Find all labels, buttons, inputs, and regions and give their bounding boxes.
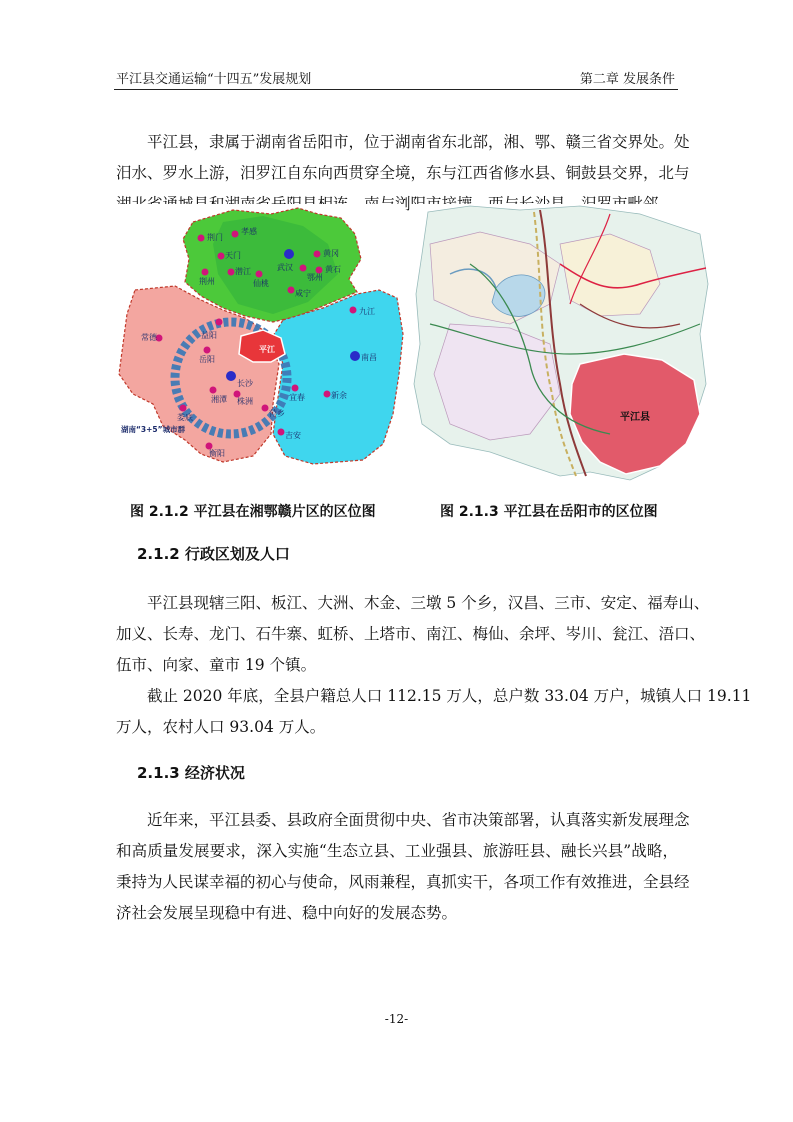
paragraph-line: 加义、长寿、龙门、石牛寨、虹桥、上塔市、南江、梅仙、余坪、岑川、瓮江、浯口、 xyxy=(116,625,706,643)
label-xiangtan: 湘潭 xyxy=(211,395,227,404)
paragraph-line: 平江县现辖三阳、板江、大洲、木金、三墩 5 个乡，汉昌、三市、安定、福寿山、 xyxy=(147,594,710,612)
paragraph-line: 秉持为人民谋幸福的初心与使命，风雨兼程，真抓实干，各项工作有效推进，全县经 xyxy=(116,873,690,891)
city-dot xyxy=(210,387,217,394)
city-dot xyxy=(180,405,187,412)
population-paragraph xyxy=(116,681,752,743)
city-dot xyxy=(324,391,331,398)
label-jingmen: 荆门 xyxy=(207,233,223,242)
intro-line: 汨水、罗水上游，汨罗江自东向西贯穿全境，东与江西省修水县、铜鼓县交界，北与 xyxy=(116,164,690,182)
city-dot xyxy=(228,269,235,276)
label-xiantao: 仙桃 xyxy=(253,279,269,288)
label-jiujiang: 九江 xyxy=(359,307,375,316)
city-dot xyxy=(198,235,205,242)
label-xianning: 咸宁 xyxy=(295,289,311,298)
city-dot xyxy=(218,253,225,260)
paragraph-line: 万人，农村人口 93.04 万人。 xyxy=(116,718,326,736)
label-xiaogan: 孝感 xyxy=(241,227,257,236)
paragraph-line: 和高质量发展要求，深入实施“生态立县、工业强县、旅游旺县、融长兴县”战略， xyxy=(116,842,678,860)
figure-caption-right: 图 2.1.3 平江县在岳阳市的区位图 xyxy=(440,504,658,520)
header-chapter-title: 第二章 发展条件 xyxy=(579,72,675,87)
paragraph-line: 近年来，平江县委、县政府全面贯彻中央、省市决策部署，认真落实新发展理念 xyxy=(147,811,690,829)
label-hengyang: 衡阳 xyxy=(209,449,225,458)
economy-paragraph xyxy=(116,805,690,929)
label-jian: 吉安 xyxy=(285,431,301,440)
intro-line: 平江县，隶属于湖南省岳阳市，位于湖南省东北部，湘、鄂、赣三省交界处。处 xyxy=(147,133,690,151)
label-ezhou: 鄂州 xyxy=(307,273,323,282)
page-number: -12- xyxy=(384,1012,409,1026)
admin-division-paragraph xyxy=(116,588,710,681)
label-zhuzhou: 株洲 xyxy=(237,397,253,406)
city-dot xyxy=(300,265,307,272)
label-wuhan: 武汉 xyxy=(277,263,293,272)
label-yueyang: 岳阳 xyxy=(199,355,215,364)
city-dot xyxy=(262,405,269,412)
city-dot xyxy=(232,231,239,238)
city-dot xyxy=(288,287,295,294)
city-dot xyxy=(256,271,263,278)
capital-dot xyxy=(350,351,360,361)
label-yiyang: 益阳 xyxy=(201,331,217,340)
city-dot xyxy=(216,319,223,326)
section-heading-economy: 2.1.3 经济状况 xyxy=(137,764,245,782)
label-changsha: 长沙 xyxy=(237,379,253,388)
label-xinyu: 新余 xyxy=(331,391,347,400)
city-dot xyxy=(278,429,285,436)
map-legend-label: 湖南“3+5”城市群 xyxy=(121,425,186,434)
label-pingjiang-county: 平江县 xyxy=(620,412,650,423)
paragraph-line: 伍市、向家、童市 19 个镇。 xyxy=(116,656,317,674)
label-huanggang: 黄冈 xyxy=(323,249,339,258)
city-dot xyxy=(292,385,299,392)
header-document-title: 平江县交通运输“十四五”发展规划 xyxy=(116,72,312,87)
paragraph-line: 济社会发展呈现稳中有进、稳中向好的发展态势。 xyxy=(116,904,458,922)
paragraph-line: 截止 2020 年底，全县户籍总人口 112.15 万人，总户数 33.04 万户，城镇人口 19.11 xyxy=(147,687,752,705)
label-huangshi: 黄石 xyxy=(325,265,341,274)
regional-location-map xyxy=(113,204,405,466)
label-tianmen: 天门 xyxy=(225,251,241,260)
city-dot xyxy=(202,269,209,276)
label-changde: 常德 xyxy=(141,333,157,342)
label-pingjiang: 平江 xyxy=(259,345,275,354)
capital-dot xyxy=(226,371,236,381)
city-dot xyxy=(204,347,211,354)
label-yichun: 宜春 xyxy=(289,393,305,402)
city-dot xyxy=(314,251,321,258)
section-heading-admin: 2.1.2 行政区划及人口 xyxy=(137,545,290,563)
city-dot xyxy=(350,307,357,314)
label-qianjiang: 潜江 xyxy=(235,267,251,276)
label-jingzhou: 荆州 xyxy=(199,277,215,286)
label-loudi: 娄底 xyxy=(177,413,193,422)
header-divider xyxy=(114,89,678,90)
figure-caption-left: 图 2.1.2 平江县在湘鄂赣片区的区位图 xyxy=(130,504,376,520)
yueyang-location-map xyxy=(410,204,710,484)
label-pingxiang: 萍乡 xyxy=(269,409,285,418)
label-nanchang: 南昌 xyxy=(361,353,377,362)
capital-dot xyxy=(284,249,294,259)
